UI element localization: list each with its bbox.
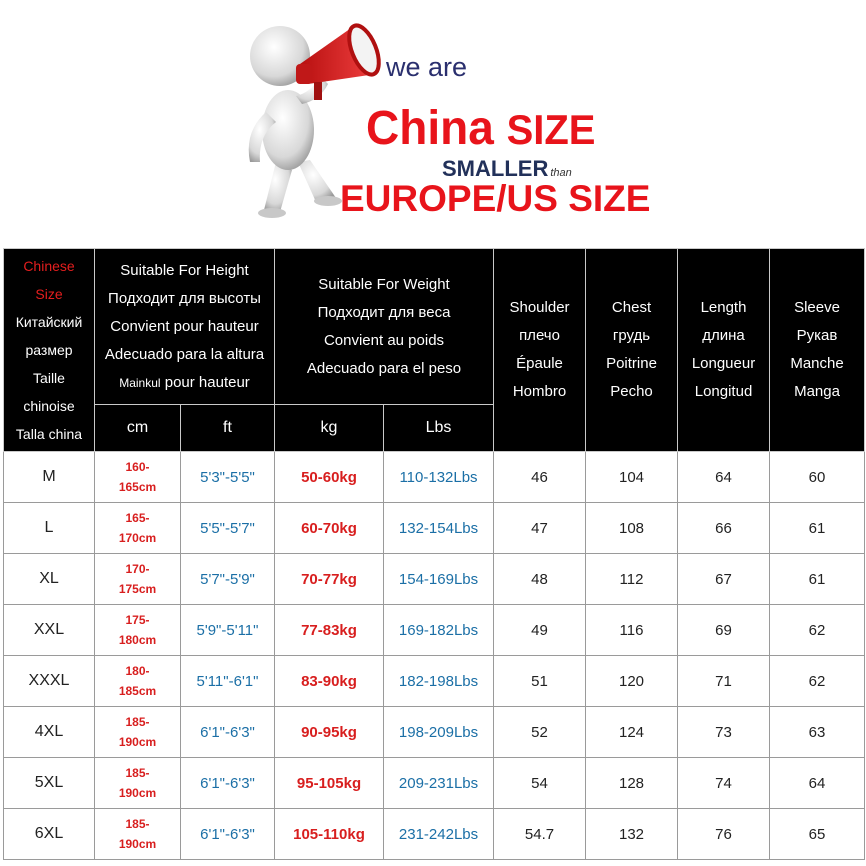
cell-cm-from: 185- xyxy=(125,817,150,831)
header-height-mainkul: Mainkul xyxy=(119,375,161,390)
header-length-es: Longitud xyxy=(694,383,753,400)
cell-lbs: 198-209Lbs xyxy=(384,707,494,758)
cell-sleeve: 63 xyxy=(770,707,865,758)
cell-kg: 90-95kg xyxy=(275,707,384,758)
header-size-ru2: размер xyxy=(25,342,73,358)
table-row xyxy=(4,605,865,656)
size-chart-table xyxy=(3,248,865,860)
cell-sleeve: 62 xyxy=(770,605,865,656)
we-are-text: we are xyxy=(386,52,468,82)
cell-size: XXXL xyxy=(4,656,95,707)
cell-cm-from: 185- xyxy=(125,766,150,780)
table-row xyxy=(4,503,865,554)
header-height-es: Adecuado para la altura xyxy=(104,345,265,363)
cell-chest: 104 xyxy=(586,452,678,503)
header-weight-group xyxy=(275,249,494,405)
header-height-pour: pour hauteur xyxy=(160,373,250,391)
header-size-fr2: chinoise xyxy=(23,398,75,414)
header-height-en: Suitable For Height xyxy=(120,261,249,279)
cell-ft: 6'1"-6'3" xyxy=(181,809,275,860)
header-height-group xyxy=(95,249,275,405)
cell-ft: 5'7"-5'9" xyxy=(181,554,275,605)
cell-cm xyxy=(95,809,181,860)
cell-sleeve: 64 xyxy=(770,758,865,809)
cell-length: 74 xyxy=(678,758,770,809)
cell-ft: 6'1"-6'3" xyxy=(181,758,275,809)
cell-kg: 95-105kg xyxy=(275,758,384,809)
cell-sleeve: 62 xyxy=(770,656,865,707)
cell-shoulder: 47 xyxy=(494,503,586,554)
header-weight-es: Adecuado para el peso xyxy=(306,359,462,377)
cell-cm-to: 190cm xyxy=(118,786,157,800)
cell-cm-from: 165- xyxy=(125,511,150,525)
header-height-extra xyxy=(95,369,274,397)
cell-lbs: 182-198Lbs xyxy=(384,656,494,707)
cell-chest: 116 xyxy=(586,605,678,656)
header-height-fr: Convient pour hauteur xyxy=(110,317,259,335)
cell-cm-to: 165cm xyxy=(118,480,157,494)
header-shoulder xyxy=(494,249,586,452)
cell-lbs: 209-231Lbs xyxy=(384,758,494,809)
subheader-cm: cm xyxy=(95,405,181,452)
cell-kg: 70-77kg xyxy=(275,554,384,605)
subheader-lbs: Lbs xyxy=(384,405,494,452)
header-chinese-size xyxy=(4,249,95,452)
cell-shoulder: 46 xyxy=(494,452,586,503)
cell-length: 73 xyxy=(678,707,770,758)
cell-cm-from: 175- xyxy=(125,613,150,627)
header-shoulder-en: Shoulder xyxy=(509,299,570,316)
header-length-ru: длина xyxy=(702,327,745,344)
cell-cm xyxy=(95,656,181,707)
cell-cm-from: 160- xyxy=(125,460,150,474)
header-chest xyxy=(586,249,678,452)
cell-chest: 120 xyxy=(586,656,678,707)
cell-sleeve: 61 xyxy=(770,554,865,605)
subheader-kg: kg xyxy=(275,405,384,452)
cell-sleeve: 61 xyxy=(770,503,865,554)
header-weight-en: Suitable For Weight xyxy=(318,275,450,293)
cell-ft: 6'1"-6'3" xyxy=(181,707,275,758)
cell-kg: 83-90kg xyxy=(275,656,384,707)
header-sleeve-ru: Рукав xyxy=(796,327,838,344)
header-size-label: Size xyxy=(35,286,63,302)
cell-cm xyxy=(95,707,181,758)
cell-length: 64 xyxy=(678,452,770,503)
cell-kg: 60-70kg xyxy=(275,503,384,554)
table-row xyxy=(4,452,865,503)
cell-length: 66 xyxy=(678,503,770,554)
cell-cm-to: 185cm xyxy=(118,684,157,698)
subheader-ft: ft xyxy=(181,405,275,452)
header-sleeve-en: Sleeve xyxy=(794,299,840,316)
header-shoulder-es: Hombro xyxy=(512,383,567,400)
header-length-fr: Longueur xyxy=(691,355,756,372)
table-row xyxy=(4,656,865,707)
cell-chest: 124 xyxy=(586,707,678,758)
cell-size: L xyxy=(4,503,95,554)
europe-us-size-heading: EUROPE/US SIZE xyxy=(340,178,651,219)
header-size-es: Talla china xyxy=(15,426,83,442)
cell-size: 5XL xyxy=(4,758,95,809)
cell-lbs: 132-154Lbs xyxy=(384,503,494,554)
header-size-ru: Китайский xyxy=(15,314,83,330)
header-chest-ru: грудь xyxy=(612,327,651,344)
cell-sleeve: 65 xyxy=(770,809,865,860)
cell-cm xyxy=(95,554,181,605)
header-length xyxy=(678,249,770,452)
cell-cm-from: 185- xyxy=(125,715,150,729)
china-size-heading xyxy=(366,99,595,156)
table-row xyxy=(4,758,865,809)
header-sleeve xyxy=(770,249,865,452)
cell-size: XXL xyxy=(4,605,95,656)
size-banner xyxy=(0,0,866,247)
cell-cm-from: 180- xyxy=(125,664,150,678)
header-size-fr: Taille xyxy=(33,370,65,386)
cell-size: 6XL xyxy=(4,809,95,860)
header-sleeve-es: Manga xyxy=(794,383,840,400)
cell-cm xyxy=(95,758,181,809)
cell-cm-to: 190cm xyxy=(118,837,157,851)
cell-kg: 105-110kg xyxy=(275,809,384,860)
cell-cm-to: 170cm xyxy=(118,531,157,545)
header-length-en: Length xyxy=(700,299,747,316)
cell-ft: 5'9"-5'11" xyxy=(181,605,275,656)
cell-length: 69 xyxy=(678,605,770,656)
cell-sleeve: 60 xyxy=(770,452,865,503)
cell-shoulder: 48 xyxy=(494,554,586,605)
cell-length: 67 xyxy=(678,554,770,605)
cell-cm-from: 170- xyxy=(125,562,150,576)
cell-shoulder: 54.7 xyxy=(494,809,586,860)
cell-size: XL xyxy=(4,554,95,605)
smaller-word: SMALLER xyxy=(442,156,549,181)
cell-cm xyxy=(95,605,181,656)
china-word: China xyxy=(366,99,494,155)
header-chest-fr: Poitrine xyxy=(606,355,657,372)
cell-chest: 108 xyxy=(586,503,678,554)
header-sleeve-fr: Manche xyxy=(790,355,844,372)
cell-cm-to: 190cm xyxy=(118,735,157,749)
header-weight-fr: Convient au poids xyxy=(323,331,445,349)
cell-length: 76 xyxy=(678,809,770,860)
cell-chest: 132 xyxy=(586,809,678,860)
cell-lbs: 169-182Lbs xyxy=(384,605,494,656)
cell-lbs: 231-242Lbs xyxy=(384,809,494,860)
header-chinese-label: Chinese xyxy=(23,258,75,274)
cell-shoulder: 52 xyxy=(494,707,586,758)
cell-cm-to: 180cm xyxy=(118,633,157,647)
cell-cm xyxy=(95,452,181,503)
cell-length: 71 xyxy=(678,656,770,707)
cell-ft: 5'11"-6'1" xyxy=(181,656,275,707)
cell-shoulder: 51 xyxy=(494,656,586,707)
cell-kg: 77-83kg xyxy=(275,605,384,656)
cell-lbs: 154-169Lbs xyxy=(384,554,494,605)
header-shoulder-ru: плечо xyxy=(519,327,560,344)
cell-cm xyxy=(95,503,181,554)
header-height-ru: Подходит для высоты xyxy=(108,289,261,307)
cell-shoulder: 49 xyxy=(494,605,586,656)
cell-cm-to: 175cm xyxy=(118,582,157,596)
cell-size: 4XL xyxy=(4,707,95,758)
header-shoulder-fr: Épaule xyxy=(516,355,563,372)
cell-size: M xyxy=(4,452,95,503)
than-word: than xyxy=(550,167,572,179)
table-row xyxy=(4,554,865,605)
size-word: SIZE xyxy=(506,107,596,154)
cell-ft: 5'3"-5'5" xyxy=(181,452,275,503)
cell-ft: 5'5"-5'7" xyxy=(181,503,275,554)
cell-chest: 128 xyxy=(586,758,678,809)
header-chest-en: Chest xyxy=(611,299,652,316)
header-weight-ru: Подходит для веса xyxy=(317,303,451,321)
cell-kg: 50-60kg xyxy=(275,452,384,503)
cell-chest: 112 xyxy=(586,554,678,605)
header-chest-es: Pecho xyxy=(610,383,653,400)
table-row xyxy=(4,707,865,758)
cell-shoulder: 54 xyxy=(494,758,586,809)
table-row xyxy=(4,809,865,860)
cell-lbs: 110-132Lbs xyxy=(384,452,494,503)
